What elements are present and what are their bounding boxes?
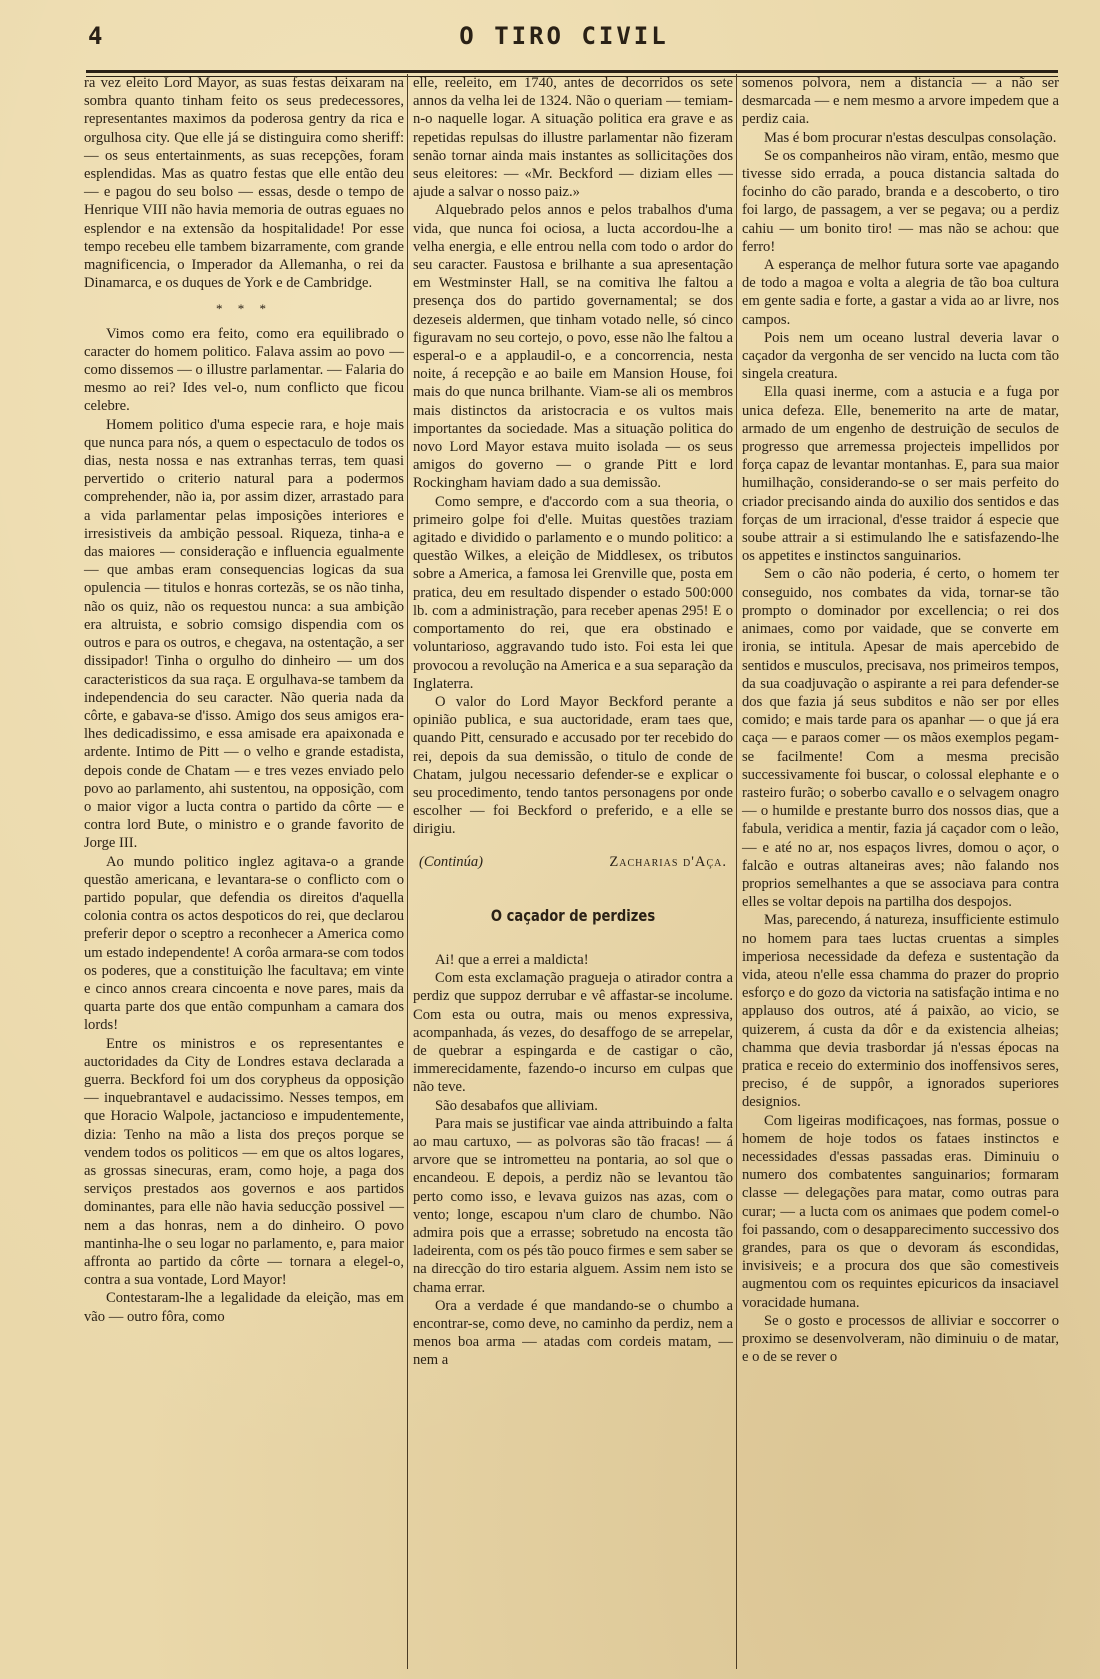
article-signature [413, 853, 733, 871]
article-title: O caçador de perdizes [490, 905, 656, 925]
paragraph: Entre os ministros e os representantes e auctoridades da City de Londres estava declarada a guerra. Beckford foi um dos corypheus da opposição — inquebrantavel e audacissimo. Nesses tempos, em que Horacio Walpole, jactancioso e impudentemente, dizia: Tenho na mão a lista dos preços porque se vendem todos os politicos — em que os altos logares, as grossas sinecuras, eram, como hoje, a paga dos serviços prestados aos governos e aos partidos dominantes, para elle não havia seducção possivel — nem a das honras, nem a do dinheiro. O povo mantinha-lhe o seu logar no parlamento, e, para maior affronta ao partido da côrte — tornara a elegel-o, contra a sua vontade, Lord Mayor! [84, 1035, 404, 1289]
column-2 [413, 74, 733, 1370]
paragraph: Sem o cão não poderia, é certo, o homem ter conseguido, nos combates da vida, tornar-se tão prompto o dominador por excellencia; o rei dos animaes, como por vaidade, que se converte em ironia, se intitula. Apesar de mais apercebido de sentidos e musculos, precisava, nos primeiros tempos, da sua coadjuvação o aspirante a rei para defender-se dos que fazia já seus subditos e não ser por elles comido; e mais tarde para os apanhar — o que já era caça — e paraos comer — os mãos exemplos pegam-se facilmente! Com a mesma precisão successivamente foi buscar, o colossal elephante e o rasteiro furão; o soberbo cavallo e o selvagem onagro — o humilde e prestante burro dos nossos dias, que a fabula, veridica a mentir, fazia já caçador com o leão, — e até no ar, nos espaços livres, domou o açor, o falcão e outras altaneiras aves; não falando nos proprios semelhantes a que se associava para contra elles se voltar depois na partilha dos despojos. [742, 566, 1059, 911]
column-divider-1 [407, 74, 408, 1669]
paragraph: Pois nem um oceano lustral deveria lavar o caçador da vergonha de ser vencido na lucta com tão singela creatura. [742, 329, 1059, 383]
paragraph: Ai! que a errei a maldicta! [435, 951, 589, 968]
paragraph: Ella quasi inerme, com a astucia e a fuga por unica defeza. Elle, benemerito na arte de matar, armado de um engenho de destruição de seculos de progresso que arremessa projecteis impellidos por força capaz de levantar montanhas. E, para sua maior humilhação, considerando-se o ser mais perfeito do criador precisando ainda do auxilio dos sentidos e das forças de um irracional, d'esse traidor á especie que soube attrair a si estimulando lhe e satisfazendo-lhe os appetites e instinctos sanguinarios. [742, 384, 1059, 565]
paragraph: Como sempre, e d'accordo com a sua theoria, o primeiro golpe foi d'elle. Muitas questões traziam agitado e dividido o parlamento e o mundo politico: a questão Wilkes, a eleição de Middlesex, os tributos sobre a America, a famosa lei Grenville que, posta em pratica, deu em resultado dispender o estado 500:000 lb. com a administração, para receber apenas 295! E o comportamento do rei, que era obstinado e voluntarioso, aggravando tudo isto. Foi esta lei que provocou a revolução na America e a sua separação da Inglaterra. [413, 493, 733, 692]
paragraph: elle, reeleito, em 1740, antes de decorridos os sete annos da velha lei de 1324. Não o queriam — temiam-n-o naquelle logar. A situação politica era grave e as repetidas repulsas do illustre parlamentar não fizeram senão tornar ainda mais instantes as sollicitações dos seus eleitores: — «Mr. Beckford — diziam elles — ajude a salvar o nosso paiz.» [413, 75, 733, 201]
paragraph: Ao mundo politico inglez agitava-o a grande questão americana, e levantara-se o conflicto com o partido popular, que defendia os direitos d'aquella colonia contra os actos despoticos do rei, que declarou preferir depor o sceptro a reconhecer a America como um estado independente! A corôa armara-se com todos os poderes, que a constituição lhe facultava; em vinte e cinco annos creara cincoenta e nove pares, mais da quarta parte dos que então compunham a camara dos lords! [84, 853, 404, 1034]
masthead-title: O TIRO CIVIL [459, 22, 669, 50]
header-rule-thick [86, 70, 1058, 73]
column-3 [742, 74, 1059, 1366]
paragraph: Contestaram-lhe a legalidade da eleição, mas em vão — outro fôra, como [84, 1290, 404, 1325]
paragraph: ra vez eleito Lord Mayor, as suas festas deixaram na sombra quanto tinham feito os seus predecessores, representantes maximos da poderosa gentry da rica e orgulhosa city. Que elle já se distinguira como sheriff: — os seus entertainments, as suas recepções, foram esplendidas. Mas as quatro festas que elle então deu — e pagou do seu bolso — essas, desde o tempo de Henrique VIII não havia memoria de outras eguaes no esplendor e na extensão da hospitalidade! Por esse tempo recebeu elle tambem bizarramente, com grande magnificencia, o Imperador da Allemanha, o rei da Dinamarca, e os duques de York e de Cambridge. [84, 75, 404, 292]
page-header [70, 18, 1058, 62]
column-1 [84, 74, 404, 1326]
paragraph: Com esta exclamação pragueja o atirador contra a perdiz que suppoz derrubar e vê affastar-se incolume. Com esta ou outra, mais ou menos expressiva, acompanhada, ás vezes, do desaffogo de se arrepelar, de quebrar a espingarda e de castigar o cão, immerecidamente, fazendo-o incurso em culpas que não teve. [413, 970, 733, 1096]
paragraph: Mas, parecendo, á natureza, insufficiente estimulo no homem para taes luctas cruentas a simples imperiosa necessidade da defeza e sustentação da vida, ateou n'elle essa chamma do prazer do proprio esforço e do gozo da victoria na satisfação intima e no applauso dos outros, até á paixão, ao vicio, se quizerem, á custa da dôr e da existencia alheias; chamma que devia trasbordar já n'essas épocas na pratica e receio do exterminio dos inoffensivos seres, preciso, é de suppôr, a ignorados superiores designios. [742, 912, 1059, 1111]
paragraph: Alquebrado pelos annos e pelos trabalhos d'uma vida, que nunca foi ociosa, a lucta accordou-lhe a velha energia, e elle entrou nella com todo o ardor do seu caracter. Faustosa e brilhante a sua apresentação em Westminster Hall, se na comitiva lhe faltou a presença dos do partido governamental; se dos dezeseis aldermen, que tinham votado nelle, só cinco figuravam no seu cortejo, o povo, esse não lhe faltou a esperal-o e a applaudil-o, e a concorrencia, nesta noite, á recepção e ao baile em Mansion House, foi mais do que nunca brilhante. Viam-se ali os membros mais distinctos da aristocracia e os vultos mais importantes da sociedade. Mas a situação politica do novo Lord Mayor estava muito isolada — os seus amigos do governo — o grande Pitt e lord Rockingham haviam dado a sua demissão. [413, 202, 733, 492]
paragraph: Vimos como era feito, como era equilibrado o caracter do homem politico. Falava assim ao povo — como dissemos — o illustre parlamentar. — Falaria do mesmo ao rei? Ides vel-o, num conflicto que ficou celebre. [84, 325, 404, 415]
paragraph: Para mais se justificar vae ainda attribuindo a falta ao mau cartuxo, — as polvoras são tão fracas! — á arvore que se intrometteu na pontaria, ao sol que o encandeou. E depois, a perdiz não se levantou tão perto como isso, e levava guizos nas azas, com o vento; longe, escapou n'um claro de chumbo. Não admira pois que a errasse; sobretudo na encosta tão ladeirenta, com os pés tão pouco firmes e sem saber se na direcção do tiro estaria alguem. Assim nem isto se chama errar. [413, 1115, 733, 1296]
paragraph: Homem politico d'uma especie rara, e hoje mais que nunca para nós, a quem o espectaculo de todos os dias, nesta nossa e nas extranhas terras, tem quasi pervertido o criterio natural para a podermos comprehender, não ia, por assim dizer, arrastado para a vida parlamentar pelas imposições interiores e irresistiveis da ambição pessoal. Riqueza, tinha-a e das maiores — consideração e influencia egualmente — que ambas eram consequencias logicas da sua opulencia — titulos e honras cortezãs, se os não tinha, não os quiz, não os requestou nunca: a sua ambição era altruista, e sobrio comsigo dispendia com os outros e para os outros, e chegava, na ostentação, a ser dissipador! Tinha o orgulho do dinheiro — um dos caracteristicos da sua raça. E orgulhava-se tambem da independencia do seu caracter. Não queria nada da côrte, e gabava-se d'isso. Amigo dos seus amigos era-lhes dedicadissimo, e essa amisade era apaixonada e ardente. Intimo de Pitt — o velho e grande estadista, depois conde de Chatam — e tres vezes enviado pelo povo ao parlamento, ahi sustentou, na opposição, com o maior vigor a lucta contra o partido da côrte — e contra lord Bute, o ministro e o grande favorito de Jorge III. [84, 416, 404, 852]
paragraph: Se os companheiros não viram, então, mesmo que tivesse sido errada, a pouca distancia saltada do focinho do cão parado, branda e a descoberto, o tiro foi largo, de passagem, a ver se pegava; ou a perdiz cahiu — um bonito tiro! — mas não se achou: que ferro! [742, 147, 1059, 255]
continued-note: (Continúa) [419, 853, 484, 870]
page-number: 4 [88, 22, 103, 50]
paragraph: A esperança de melhor futura sorte vae apagando de todo a magoa e volta a alegria de tão boa cultura em gente sadia e forte, a gastar a vida ao ar livre, nos campos. [742, 257, 1059, 328]
asterism-separator: * * * [216, 301, 272, 317]
author-name: Zacharias d'Aça. [609, 853, 727, 870]
paragraph: São desabafos que alliviam. [435, 1097, 598, 1114]
paragraph: O valor do Lord Mayor Beckford perante a opinião publica, e sua auctoridade, eram taes que, quando Pitt, censurado e accusado por ter recebido do rei, depois da sua demissão, o titulo de conde de Chatam, julgou necessario defender-se e explicar o seu procedimento, tendo tantos personagens por onde escolher — foi Beckford o preferido, e a elle se dirigiu. [413, 693, 733, 838]
paragraph: Se o gosto e processos de alliviar e soccorrer o proximo se desenvolveram, não diminuiu o de matar, e o de se rever o [742, 1312, 1059, 1366]
paragraph: Com ligeiras modificaçoes, nas formas, possue o homem de hoje todos os fataes instinctos e necessidades d'essas passadas eras. Diminuiu o numero dos combatentes sanguinarios; formaram classe — delegações para matar, como outras para curar; — a lucta com os animaes que podem comel-o foi passando, com o desapparecimento successivo dos grandes, para os que o devoram ás escondidas, invisiveis; e a procura dos que são comestiveis augmentou com os requintes epicuricos da insaciavel voracidade humana. [742, 1112, 1059, 1311]
paragraph: somenos polvora, nem a distancia — a não ser desmarcada — e nem mesmo a arvore impedem que a perdiz caia. [742, 75, 1059, 128]
paragraph: Mas é bom procurar n'estas desculpas consolação. [764, 129, 1057, 146]
column-divider-2 [736, 74, 737, 1669]
paragraph: Ora a verdade é que mandando-se o chumbo a encontrar-se, como deve, no caminho da perdiz, nem a menos boa arma — atadas com cordeis matam, — nem a [413, 1297, 733, 1369]
